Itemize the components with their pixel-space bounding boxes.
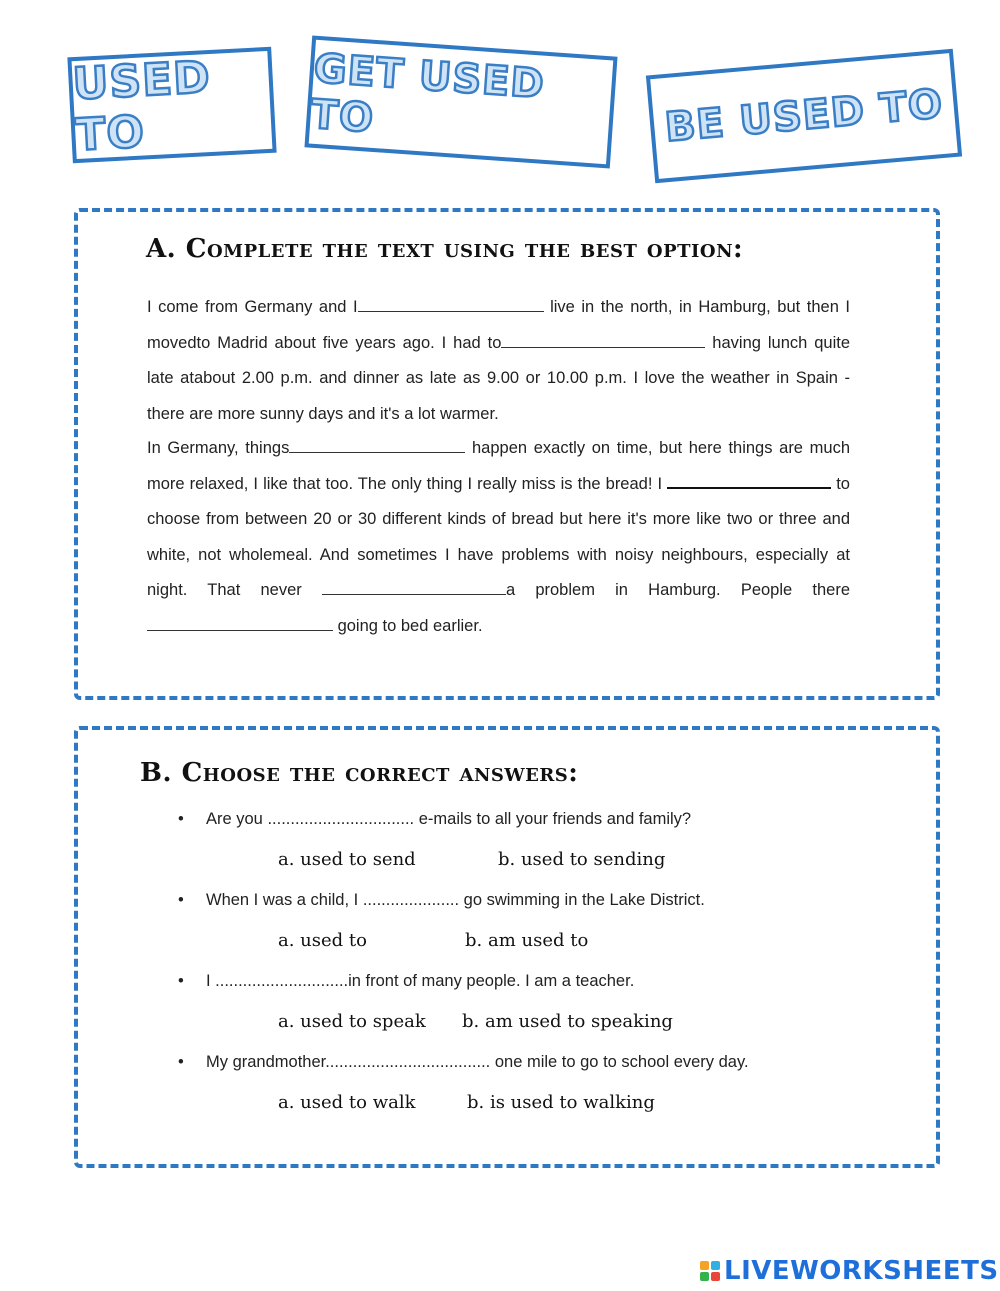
text-segment: having lunch quite late atabout 2.00 p.m. and dinner as late as 9.00 or 10.00 p.m. I love the weather in Spain - there are more sunny days and it's a lot warmer. — [147, 333, 850, 423]
text-segment: to choose from between 20 or 30 different kinds of bread but here it's more like two or three and white, not wholemeal. And sometimes I have problems with noisy neighbours, especially at night. That never — [147, 474, 850, 599]
title-get-used-to — [304, 35, 617, 168]
question-2 — [178, 891, 705, 910]
option-4a[interactable]: a. used to walk — [278, 1092, 416, 1113]
bullet-icon: • — [178, 1053, 184, 1071]
title-be-used-to — [646, 49, 962, 183]
text-segment: I come from Germany and I — [147, 298, 358, 316]
liveworksheets-logo — [700, 1256, 999, 1286]
section-a-paragraph-2 — [147, 431, 850, 644]
section-a-paragraph-1 — [147, 290, 850, 432]
bullet-icon: • — [178, 891, 184, 909]
option-1a[interactable]: a. used to send — [278, 849, 416, 870]
question-text: I .............................in front of many people. I am a teacher. — [206, 972, 635, 990]
title-get-used-to-text: GET USED TO — [309, 45, 547, 142]
logo-blocks-icon — [700, 1261, 720, 1281]
answer-blank-1[interactable] — [358, 294, 544, 312]
question-3 — [178, 972, 634, 991]
option-1b[interactable]: b. used to sending — [498, 849, 666, 870]
section-a-heading: A. Complete the text using the best option: — [146, 234, 744, 264]
answer-blank-2[interactable] — [501, 330, 705, 348]
bullet-icon: • — [178, 810, 184, 828]
answer-blank-3[interactable] — [289, 435, 465, 453]
question-4 — [178, 1053, 749, 1072]
option-4b[interactable]: b. is used to walking — [467, 1092, 655, 1113]
question-text: When I was a child, I ..................... go swimming in the Lake District. — [206, 891, 705, 909]
answer-blank-4[interactable] — [667, 470, 831, 489]
option-2b[interactable]: b. am used to — [465, 930, 589, 951]
text-segment: a problem in Hamburg. People there — [505, 581, 851, 599]
title-used-to — [67, 47, 276, 164]
text-segment: In Germany, things — [147, 439, 290, 457]
text-segment: happen exactly on time, but here things are much more relaxed, I like that too. The only thing I really miss is the bread! I — [147, 439, 850, 493]
section-b-heading: B. Choose the correct answers: — [140, 758, 579, 788]
question-1 — [178, 810, 691, 829]
text-segment: going to bed earlier. — [333, 616, 483, 635]
title-used-to-text: USED TO — [71, 51, 212, 162]
question-text: Are you ................................ e-mails to all your friends and family? — [206, 810, 692, 828]
option-2a[interactable]: a. used to — [278, 930, 367, 951]
bullet-icon: • — [178, 972, 184, 990]
option-3b[interactable]: b. am used to speaking — [462, 1011, 673, 1032]
answer-blank-5[interactable] — [322, 577, 506, 595]
title-be-used-to-text: BE USED TO — [663, 80, 945, 152]
answer-blank-6[interactable] — [147, 613, 333, 631]
option-3a[interactable]: a. used to speak — [278, 1011, 426, 1032]
logo-text: LIVEWORKSHEETS — [724, 1256, 999, 1286]
question-text: My grandmother.................................... one mile to go to school every day. — [206, 1053, 749, 1071]
text-segment: live in the north, in Hamburg, but then I movedto Madrid about five years ago. I had to — [147, 298, 850, 352]
